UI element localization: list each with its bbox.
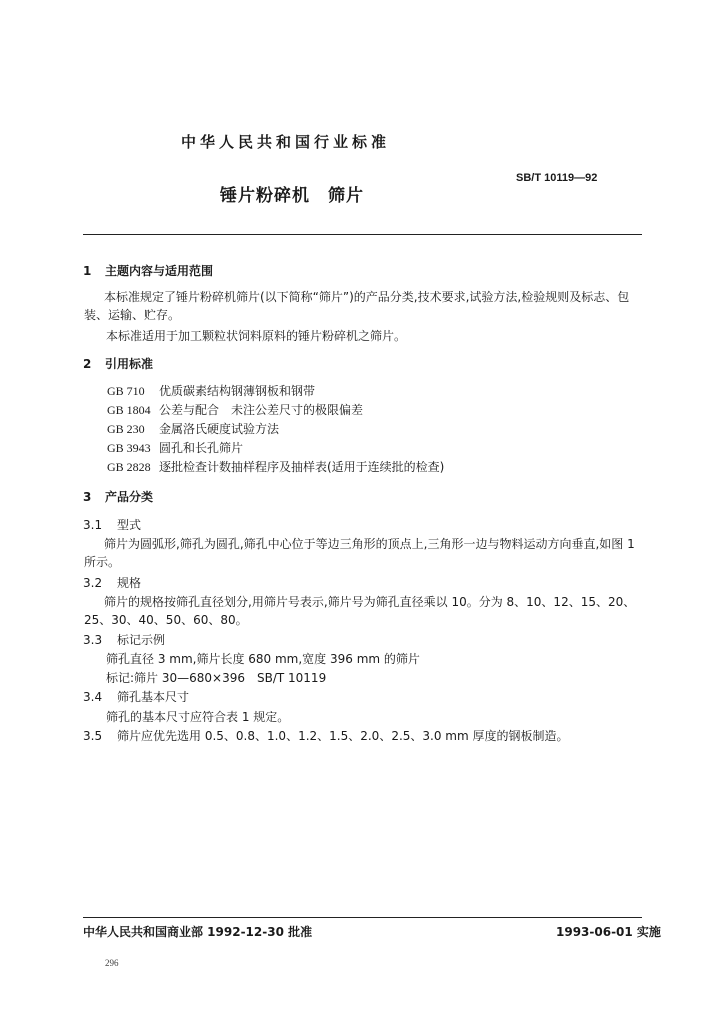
subsection-title: 筛孔基本尺寸 bbox=[117, 690, 190, 704]
section-1-heading bbox=[83, 262, 213, 279]
reference-item bbox=[107, 401, 363, 419]
subsection-3-1-text: 筛片为圆弧形,筛孔为圆孔,筛孔中心位于等边三角形的顶点上,三角形一边与物料运动方向垂直,如图 1 所示。 bbox=[84, 537, 635, 569]
reference-code: GB 3943 bbox=[107, 441, 151, 455]
subsection-3-2-heading bbox=[83, 574, 141, 591]
reference-title: 金属洛氏硬度试验方法 bbox=[159, 422, 280, 436]
subsection-3-5 bbox=[83, 727, 569, 744]
section-title: 主题内容与适用范围 bbox=[105, 264, 214, 278]
subsection-title: 标记示例 bbox=[117, 633, 166, 647]
subsection-number: 3.1 bbox=[83, 518, 103, 532]
reference-code: GB 2828 bbox=[107, 460, 151, 474]
reference-item bbox=[107, 439, 243, 457]
subsection-3-3-heading bbox=[83, 631, 165, 648]
section-2-heading bbox=[83, 355, 153, 372]
subsection-number: 3.4 bbox=[83, 690, 103, 704]
section-1-paragraph-2: 本标准适用于加工颗粒状饲料原料的锤片粉碎机之筛片。 bbox=[106, 329, 407, 343]
reference-code: GB 710 bbox=[107, 384, 145, 398]
standard-number: SB/T 10119—92 bbox=[516, 172, 598, 184]
subsection-3-4-heading bbox=[83, 688, 189, 705]
section-1-paragraph-1: 本标准规定了锤片粉碎机筛片(以下简称“筛片”)的产品分类,技术要求,试验方法,检验规则及标志、包装、运输、贮存。 bbox=[84, 290, 630, 322]
section-number: 2 bbox=[83, 357, 92, 371]
section-number: 3 bbox=[83, 490, 92, 504]
reference-item bbox=[107, 458, 444, 476]
reference-title: 公差与配合 未注公差尺寸的极限偏差 bbox=[159, 403, 364, 417]
subsection-3-2-text: 筛片的规格按筛孔直径划分,用筛片号表示,筛片号为筛孔直径乘以 10。分为 8、10、12、15、20、25、30、40、50、60、80。 bbox=[84, 595, 636, 627]
subsection-3-1-heading bbox=[83, 516, 141, 533]
page-number: 296 bbox=[105, 958, 119, 968]
reference-item bbox=[107, 420, 279, 438]
marking-example-line-2: 标记:筛片 30—680×396 SB/T 10119 bbox=[106, 671, 327, 685]
subsection-number: 3.5 bbox=[83, 729, 103, 743]
subsection-number: 3.3 bbox=[83, 633, 103, 647]
reference-title: 优质碳素结构钢薄钢板和钢带 bbox=[159, 384, 316, 398]
standard-category-title: 中华人民共和国行业标准 bbox=[181, 133, 391, 151]
section-3-heading bbox=[83, 488, 153, 505]
marking-example-line-1: 筛孔直径 3 mm,筛片长度 680 mm,宽度 396 mm 的筛片 bbox=[106, 652, 420, 666]
document-title: 锤片粉碎机 筛片 bbox=[220, 186, 364, 206]
reference-code: GB 230 bbox=[107, 422, 145, 436]
section-title: 产品分类 bbox=[105, 490, 154, 504]
implementation-date: 1993-06-01 实施 bbox=[556, 925, 661, 939]
footer-divider bbox=[83, 917, 642, 918]
approval-statement: 中华人民共和国商业部 1992-12-30 批准 bbox=[83, 925, 313, 939]
subsection-3-4-text: 筛孔的基本尺寸应符合表 1 规定。 bbox=[106, 710, 290, 724]
subsection-text: 筛片应优先选用 0.5、0.8、1.0、1.2、1.5、2.0、2.5、3.0 mm 厚度的钢板制造。 bbox=[117, 729, 569, 743]
reference-title: 圆孔和长孔筛片 bbox=[159, 441, 244, 455]
subsection-title: 型式 bbox=[117, 518, 142, 532]
reference-code: GB 1804 bbox=[107, 403, 151, 417]
reference-title: 逐批检查计数抽样程序及抽样表(适用于连续批的检查) bbox=[159, 460, 445, 474]
subsection-title: 规格 bbox=[117, 576, 142, 590]
section-number: 1 bbox=[83, 264, 92, 278]
section-title: 引用标准 bbox=[105, 357, 154, 371]
header-divider bbox=[83, 234, 642, 235]
reference-item bbox=[107, 382, 315, 400]
subsection-number: 3.2 bbox=[83, 576, 103, 590]
